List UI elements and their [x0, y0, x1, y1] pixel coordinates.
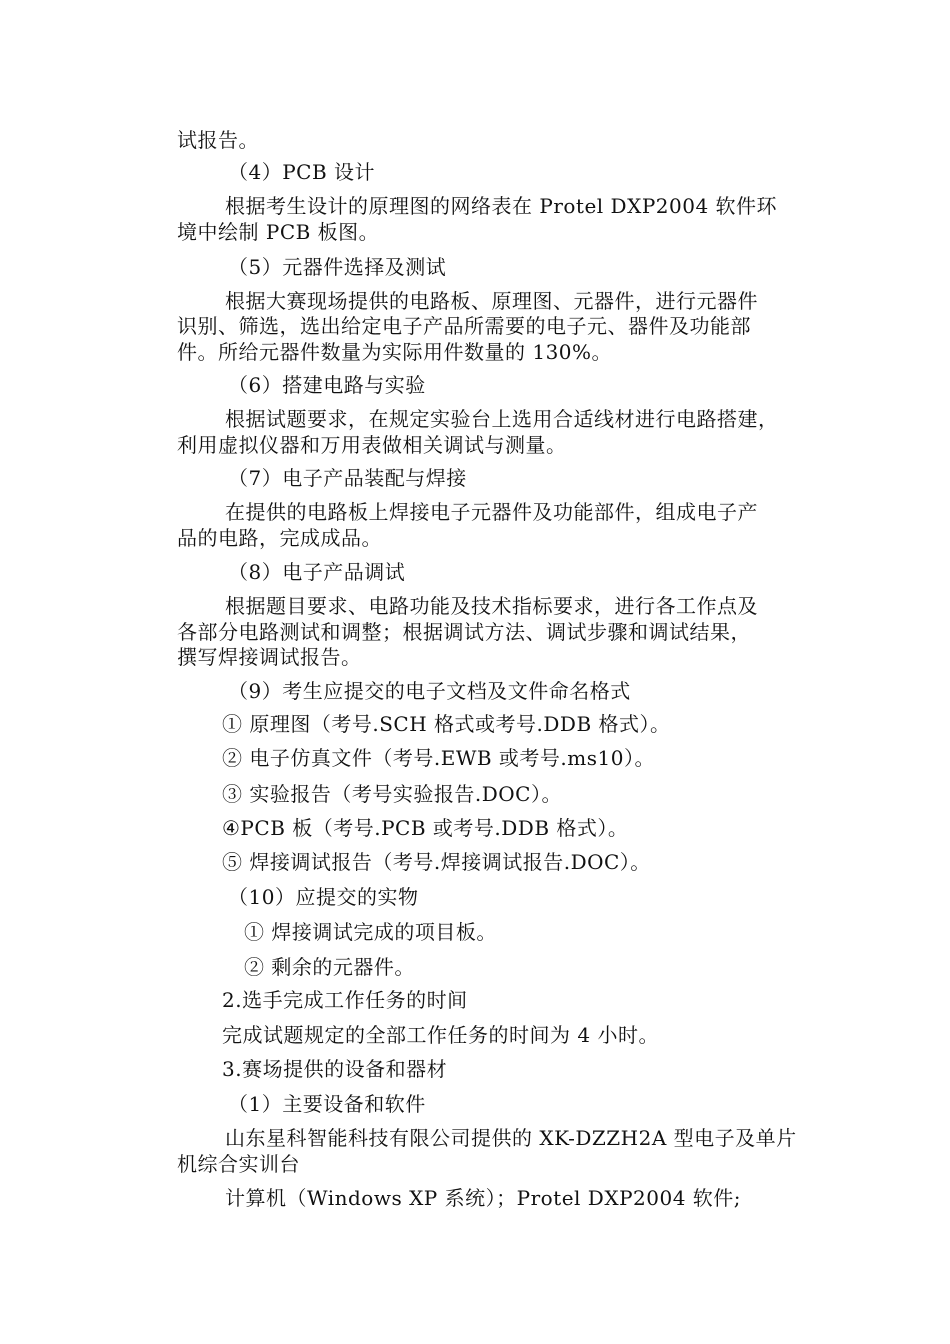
text-line: 境中绘制 PCB 板图。: [177, 220, 380, 244]
list-item: ② 剩余的元器件。: [244, 955, 415, 979]
text-line: 根据大赛现场提供的电路板、原理图、元器件，进行元器件: [225, 289, 758, 313]
text-line: 完成试题规定的全部工作任务的时间为 4 小时。: [222, 1023, 659, 1047]
section-heading: （1）主要设备和软件: [228, 1092, 426, 1116]
section-heading: （9）考生应提交的电子文档及文件命名格式: [228, 679, 631, 703]
text-line: 撰写焊接调试报告。: [177, 645, 362, 669]
section-heading: （6）搭建电路与实验: [228, 373, 426, 397]
text-line: 山东星科智能科技有限公司提供的 XK-DZZH2A 型电子及单片: [225, 1126, 797, 1150]
text-line: 件。所给元器件数量为实际用件数量的 130%。: [177, 340, 613, 364]
list-item: ① 焊接调试完成的项目板。: [244, 920, 497, 944]
text-line: 计算机（Windows XP 系统）；Protel DXP2004 软件;: [225, 1186, 742, 1210]
section-heading: （10）应提交的实物: [228, 885, 419, 909]
list-item: ④PCB 板（考号.PCB 或考号.DDB 格式）。: [222, 816, 629, 840]
section-heading: （7）电子产品装配与焊接: [228, 466, 467, 490]
text-line: 利用虚拟仪器和万用表做相关调试与测量。: [177, 433, 567, 457]
text-line: 机综合实训台: [177, 1152, 300, 1176]
text-line: 试报告。: [177, 128, 259, 152]
text-line: 品的电路，完成成品。: [177, 526, 382, 550]
list-item: ① 原理图（考号.SCH 格式或考号.DDB 格式）。: [222, 712, 671, 736]
text-line: 根据题目要求、电路功能及技术指标要求，进行各工作点及: [225, 594, 758, 618]
section-heading: 2.选手完成工作任务的时间: [222, 988, 468, 1012]
section-heading: （8）电子产品调试: [228, 560, 406, 584]
section-heading: （5）元器件选择及测试: [228, 255, 447, 279]
text-line: 根据试题要求，在规定实验台上选用合适线材进行电路搭建，: [225, 407, 779, 431]
text-line: 识别、筛选，选出给定电子产品所需要的电子元、器件及功能部: [177, 314, 751, 338]
section-heading: （4）PCB 设计: [228, 160, 376, 184]
section-heading: 3.赛场提供的设备和器材: [222, 1057, 448, 1081]
text-line: 在提供的电路板上焊接电子元器件及功能部件，组成电子产: [225, 500, 758, 524]
list-item: ⑤ 焊接调试报告（考号.焊接调试报告.DOC）。: [222, 850, 651, 874]
text-line: 各部分电路测试和调整；根据调试方法、调试步骤和调试结果，: [177, 620, 751, 644]
list-item: ③ 实验报告（考号实验报告.DOC）。: [222, 782, 562, 806]
text-line: 根据考生设计的原理图的网络表在 Protel DXP2004 软件环: [225, 194, 778, 218]
list-item: ② 电子仿真文件（考号.EWB 或考号.ms10）。: [222, 746, 655, 770]
